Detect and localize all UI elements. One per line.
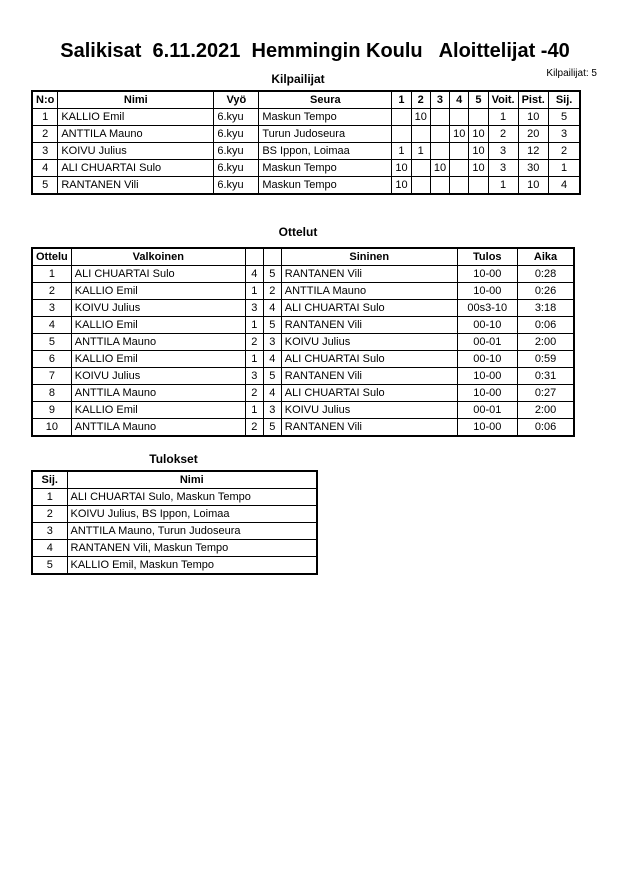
cell-pist: 10 xyxy=(518,109,548,126)
col-header-aika: Aika xyxy=(517,248,574,266)
cell-tulos: 10-00 xyxy=(457,266,517,283)
table-row xyxy=(32,283,574,300)
cell-sininen-num: 5 xyxy=(263,266,281,283)
cell-voit: 1 xyxy=(488,109,518,126)
col-header-seura: Seura xyxy=(259,91,392,109)
table-row xyxy=(32,143,580,160)
cell-match-no: 5 xyxy=(32,334,71,351)
cell-match-no: 2 xyxy=(32,283,71,300)
cell-nimi: KALLIO Emil xyxy=(58,109,214,126)
cell-nimi: ALI CHUARTAI Sulo xyxy=(58,160,214,177)
cell-seura: BS Ippon, Loimaa xyxy=(259,143,392,160)
col-header-ottelu: Ottelu xyxy=(32,248,71,266)
cell-round-1: 1 xyxy=(392,143,411,160)
col-header-round-4: 4 xyxy=(450,91,469,109)
cell-sij: 3 xyxy=(548,126,580,143)
cell-round-1 xyxy=(392,109,411,126)
cell-round-2 xyxy=(411,126,430,143)
kilpailijat-heading: Kilpailijat xyxy=(271,72,325,86)
cell-sininen-num: 4 xyxy=(263,385,281,402)
cell-aika: 2:00 xyxy=(517,402,574,419)
cell-nimi: KOIVU Julius, BS Ippon, Loimaa xyxy=(67,506,317,523)
cell-nimi: KALLIO Emil, Maskun Tempo xyxy=(67,557,317,575)
cell-sininen: ALI CHUARTAI Sulo xyxy=(281,351,457,368)
col-header-vyo: Vyö xyxy=(214,91,259,109)
col-header-voit: Voit. xyxy=(488,91,518,109)
table-row xyxy=(32,126,580,143)
cell-match-no: 1 xyxy=(32,266,71,283)
cell-valkoinen-num: 1 xyxy=(245,402,263,419)
table-row xyxy=(32,419,574,437)
cell-seura: Maskun Tempo xyxy=(259,177,392,195)
cell-match-no: 10 xyxy=(32,419,71,437)
cell-round-3 xyxy=(430,177,449,195)
cell-no: 5 xyxy=(32,177,58,195)
cell-round-3 xyxy=(430,109,449,126)
cell-pist: 30 xyxy=(518,160,548,177)
cell-sij: 1 xyxy=(548,160,580,177)
cell-tulos: 00-01 xyxy=(457,402,517,419)
cell-valkoinen-num: 1 xyxy=(245,283,263,300)
col-header-valkoinen-num xyxy=(245,248,263,266)
cell-valkoinen-num: 1 xyxy=(245,317,263,334)
cell-vyo: 6.kyu xyxy=(214,160,259,177)
cell-sininen-num: 5 xyxy=(263,368,281,385)
cell-aika: 0:26 xyxy=(517,283,574,300)
cell-sininen: KOIVU Julius xyxy=(281,402,457,419)
cell-round-4 xyxy=(450,160,469,177)
table-row xyxy=(32,368,574,385)
cell-round-4: 10 xyxy=(450,126,469,143)
cell-valkoinen: ANTTILA Mauno xyxy=(71,419,245,437)
cell-round-5 xyxy=(469,109,488,126)
tulokset-heading: Tulokset xyxy=(149,452,198,466)
cell-aika: 0:06 xyxy=(517,419,574,437)
cell-round-5: 10 xyxy=(469,160,488,177)
cell-valkoinen: ALI CHUARTAI Sulo xyxy=(71,266,245,283)
cell-aika: 2:00 xyxy=(517,334,574,351)
cell-valkoinen: ANTTILA Mauno xyxy=(71,334,245,351)
cell-round-4 xyxy=(450,177,469,195)
cell-nimi: KOIVU Julius xyxy=(58,143,214,160)
cell-valkoinen: KALLIO Emil xyxy=(71,317,245,334)
cell-no: 3 xyxy=(32,143,58,160)
page-title: Salikisat 6.11.2021 Hemmingin Koulu Aloittelijat -40 xyxy=(60,40,570,62)
cell-round-5: 10 xyxy=(469,143,488,160)
table-row xyxy=(32,177,580,195)
cell-sininen: RANTANEN Vili xyxy=(281,419,457,437)
cell-valkoinen-num: 2 xyxy=(245,385,263,402)
table-row xyxy=(32,506,317,523)
cell-round-2 xyxy=(411,160,430,177)
cell-aika: 0:59 xyxy=(517,351,574,368)
cell-nimi: RANTANEN Vili xyxy=(58,177,214,195)
cell-sininen: RANTANEN Vili xyxy=(281,266,457,283)
cell-nimi: ALI CHUARTAI Sulo, Maskun Tempo xyxy=(67,489,317,506)
cell-sininen: ANTTILA Mauno xyxy=(281,283,457,300)
cell-sininen-num: 3 xyxy=(263,402,281,419)
cell-voit: 3 xyxy=(488,143,518,160)
col-header-round-2: 2 xyxy=(411,91,430,109)
cell-aika: 0:31 xyxy=(517,368,574,385)
cell-aika: 3:18 xyxy=(517,300,574,317)
cell-match-no: 9 xyxy=(32,402,71,419)
cell-vyo: 6.kyu xyxy=(214,126,259,143)
cell-sininen: KOIVU Julius xyxy=(281,334,457,351)
cell-tulos: 00-10 xyxy=(457,351,517,368)
cell-sininen: RANTANEN Vili xyxy=(281,317,457,334)
col-header-sininen: Sininen xyxy=(281,248,457,266)
cell-tulos: 10-00 xyxy=(457,283,517,300)
ottelut-table xyxy=(31,247,575,437)
cell-tulos: 00-10 xyxy=(457,317,517,334)
cell-nimi: ANTTILA Mauno, Turun Judoseura xyxy=(67,523,317,540)
cell-valkoinen-num: 2 xyxy=(245,419,263,437)
cell-round-3: 10 xyxy=(430,160,449,177)
cell-sij: 1 xyxy=(32,489,67,506)
table-row xyxy=(32,402,574,419)
cell-valkoinen-num: 3 xyxy=(245,368,263,385)
cell-valkoinen-num: 3 xyxy=(245,300,263,317)
table-row xyxy=(32,351,574,368)
cell-valkoinen-num: 1 xyxy=(245,351,263,368)
cell-valkoinen: KOIVU Julius xyxy=(71,300,245,317)
cell-round-5: 10 xyxy=(469,126,488,143)
cell-round-3 xyxy=(430,143,449,160)
cell-round-2 xyxy=(411,177,430,195)
cell-no: 4 xyxy=(32,160,58,177)
cell-match-no: 4 xyxy=(32,317,71,334)
table-row xyxy=(32,109,580,126)
cell-seura: Turun Judoseura xyxy=(259,126,392,143)
col-header-no: N:o xyxy=(32,91,58,109)
cell-seura: Maskun Tempo xyxy=(259,109,392,126)
table-row xyxy=(32,540,317,557)
col-header-nimi: Nimi xyxy=(58,91,214,109)
ottelut-heading: Ottelut xyxy=(278,225,318,239)
col-header-sij: Sij. xyxy=(548,91,580,109)
cell-match-no: 3 xyxy=(32,300,71,317)
cell-sij: 4 xyxy=(548,177,580,195)
table-row xyxy=(32,557,317,575)
tulokset-table xyxy=(31,470,318,575)
cell-sininen-num: 4 xyxy=(263,351,281,368)
cell-round-4 xyxy=(450,143,469,160)
cell-sininen: RANTANEN Vili xyxy=(281,368,457,385)
cell-tulos: 10-00 xyxy=(457,419,517,437)
col-header-valkoinen: Valkoinen xyxy=(71,248,245,266)
cell-valkoinen: KALLIO Emil xyxy=(71,283,245,300)
cell-valkoinen: ANTTILA Mauno xyxy=(71,385,245,402)
cell-round-2: 10 xyxy=(411,109,430,126)
cell-no: 2 xyxy=(32,126,58,143)
cell-vyo: 6.kyu xyxy=(214,143,259,160)
cell-aika: 0:27 xyxy=(517,385,574,402)
cell-voit: 3 xyxy=(488,160,518,177)
cell-valkoinen: KALLIO Emil xyxy=(71,351,245,368)
table-header-row xyxy=(32,471,317,489)
cell-sij: 5 xyxy=(548,109,580,126)
table-row xyxy=(32,300,574,317)
table-row xyxy=(32,160,580,177)
cell-sininen: ALI CHUARTAI Sulo xyxy=(281,385,457,402)
cell-sij: 4 xyxy=(32,540,67,557)
cell-tulos: 10-00 xyxy=(457,368,517,385)
cell-match-no: 7 xyxy=(32,368,71,385)
cell-aika: 0:06 xyxy=(517,317,574,334)
cell-valkoinen-num: 4 xyxy=(245,266,263,283)
cell-round-1: 10 xyxy=(392,160,411,177)
table-row xyxy=(32,334,574,351)
cell-sininen-num: 5 xyxy=(263,419,281,437)
cell-sij: 5 xyxy=(32,557,67,575)
cell-sininen-num: 3 xyxy=(263,334,281,351)
cell-voit: 2 xyxy=(488,126,518,143)
cell-round-5 xyxy=(469,177,488,195)
kilpailijat-table xyxy=(31,90,581,195)
table-header-row xyxy=(32,91,580,109)
cell-sininen-num: 4 xyxy=(263,300,281,317)
table-header-row xyxy=(32,248,574,266)
cell-vyo: 6.kyu xyxy=(214,109,259,126)
table-row xyxy=(32,266,574,283)
cell-sij: 2 xyxy=(548,143,580,160)
col-header-tulos: Tulos xyxy=(457,248,517,266)
cell-match-no: 8 xyxy=(32,385,71,402)
col-header-pist: Pist. xyxy=(518,91,548,109)
col-header-nimi: Nimi xyxy=(67,471,317,489)
cell-valkoinen-num: 2 xyxy=(245,334,263,351)
cell-round-2: 1 xyxy=(411,143,430,160)
cell-pist: 20 xyxy=(518,126,548,143)
cell-sij: 3 xyxy=(32,523,67,540)
cell-nimi: ANTTILA Mauno xyxy=(58,126,214,143)
cell-tulos: 00-01 xyxy=(457,334,517,351)
col-header-sininen-num xyxy=(263,248,281,266)
cell-sininen: ALI CHUARTAI Sulo xyxy=(281,300,457,317)
cell-round-1: 10 xyxy=(392,177,411,195)
table-row xyxy=(32,523,317,540)
cell-valkoinen: KOIVU Julius xyxy=(71,368,245,385)
cell-sij: 2 xyxy=(32,506,67,523)
col-header-round-1: 1 xyxy=(392,91,411,109)
cell-pist: 10 xyxy=(518,177,548,195)
cell-nimi: RANTANEN Vili, Maskun Tempo xyxy=(67,540,317,557)
col-header-round-3: 3 xyxy=(430,91,449,109)
cell-sininen-num: 5 xyxy=(263,317,281,334)
cell-round-3 xyxy=(430,126,449,143)
cell-vyo: 6.kyu xyxy=(214,177,259,195)
col-header-round-5: 5 xyxy=(469,91,488,109)
cell-seura: Maskun Tempo xyxy=(259,160,392,177)
table-row xyxy=(32,489,317,506)
col-header-sij: Sij. xyxy=(32,471,67,489)
cell-round-4 xyxy=(450,109,469,126)
table-row xyxy=(32,385,574,402)
cell-sininen-num: 2 xyxy=(263,283,281,300)
table-row xyxy=(32,317,574,334)
cell-voit: 1 xyxy=(488,177,518,195)
cell-pist: 12 xyxy=(518,143,548,160)
cell-aika: 0:28 xyxy=(517,266,574,283)
cell-tulos: 10-00 xyxy=(457,385,517,402)
cell-valkoinen: KALLIO Emil xyxy=(71,402,245,419)
cell-match-no: 6 xyxy=(32,351,71,368)
cell-no: 1 xyxy=(32,109,58,126)
cell-round-1 xyxy=(392,126,411,143)
cell-tulos: 00s3-10 xyxy=(457,300,517,317)
kilpailijat-count: Kilpailijat: 5 xyxy=(546,68,597,79)
